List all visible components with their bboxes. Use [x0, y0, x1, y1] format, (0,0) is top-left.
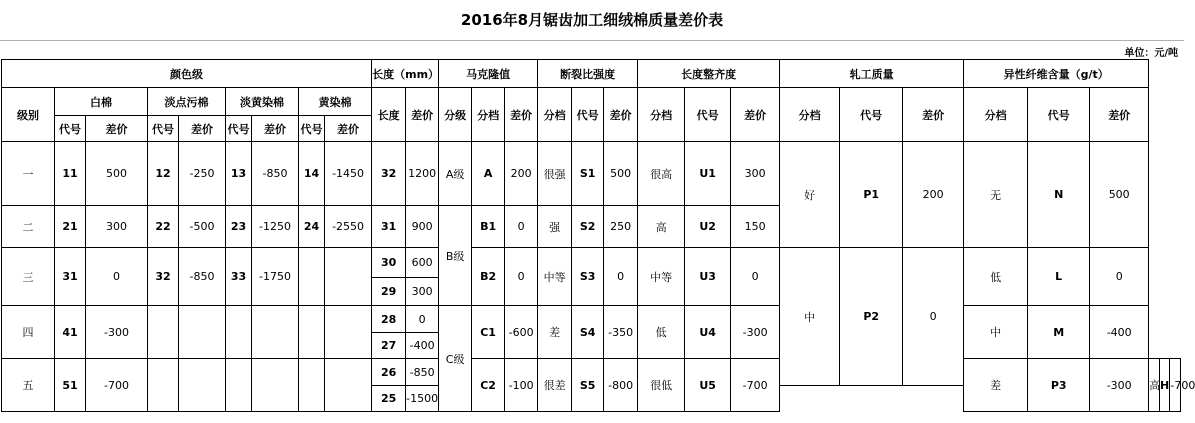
uni-diff: 150 — [731, 206, 780, 248]
uni-bracket: 很低 — [638, 359, 685, 412]
str-code: S4 — [572, 306, 604, 359]
uni-diff: -300 — [731, 306, 780, 359]
header-uni-code: 代号 — [685, 88, 731, 142]
str-bracket: 差 — [538, 306, 572, 359]
header-ff-diff: 差价 — [1090, 88, 1149, 142]
header-light-spotted: 淡点污棉 — [148, 88, 226, 116]
length-value: 28 — [372, 306, 406, 333]
str-diff: 500 — [604, 142, 638, 206]
header-uni-bracket: 分档 — [638, 88, 685, 142]
str-bracket: 很差 — [538, 359, 572, 412]
light-spotted-diff: -500 — [179, 206, 226, 248]
uni-diff: -700 — [731, 359, 780, 412]
yellow-code-empty — [299, 306, 325, 359]
grade-cell: 一 — [2, 142, 55, 206]
length-value: 27 — [372, 333, 406, 359]
ff-code: N — [1028, 142, 1090, 248]
gin-code: P3 — [1028, 359, 1090, 412]
header-mic-diff: 差价 — [505, 88, 538, 142]
mic-grade: B级 — [439, 206, 472, 306]
light-yellow-diff-empty — [252, 359, 299, 412]
length-diff: -850 — [406, 359, 439, 386]
uni-code: U5 — [685, 359, 731, 412]
length-diff: 0 — [406, 306, 439, 333]
header-white: 白棉 — [55, 88, 148, 116]
grade-cell: 二 — [2, 206, 55, 248]
length-value: 30 — [372, 248, 406, 278]
str-diff: 0 — [604, 248, 638, 306]
light-yellow-code-empty — [226, 359, 252, 412]
header-strength: 断裂比强度 — [538, 60, 638, 88]
light-spotted-diff: -850 — [179, 248, 226, 306]
header-str-code: 代号 — [572, 88, 604, 142]
length-diff: 300 — [406, 278, 439, 306]
gin-bracket: 差 — [964, 359, 1028, 412]
str-code: S1 — [572, 142, 604, 206]
str-diff: -800 — [604, 359, 638, 412]
header-gin-diff: 差价 — [903, 88, 964, 142]
white-diff: 0 — [86, 248, 148, 306]
uni-bracket: 中等 — [638, 248, 685, 306]
yellow-code-empty — [299, 248, 325, 306]
white-code: 51 — [55, 359, 86, 412]
mic-tier: B2 — [472, 248, 505, 306]
uni-code: U2 — [685, 206, 731, 248]
ff-bracket: 中 — [964, 306, 1028, 359]
divider — [0, 40, 1184, 41]
mic-diff: 0 — [505, 248, 538, 306]
str-code: S5 — [572, 359, 604, 412]
header-white-code: 代号 — [55, 116, 86, 142]
gin-bracket: 中 — [780, 248, 840, 386]
uni-code: U4 — [685, 306, 731, 359]
header-mic-bracket: 分档 — [472, 88, 505, 142]
header-uni-diff: 差价 — [731, 88, 780, 142]
str-code: S3 — [572, 248, 604, 306]
header-gin-code: 代号 — [840, 88, 903, 142]
light-spotted-code: 12 — [148, 142, 179, 206]
yellow-code-empty — [299, 359, 325, 412]
price-table — [1, 59, 1195, 412]
header-y-diff: 差价 — [325, 116, 372, 142]
header-str-bracket: 分档 — [538, 88, 572, 142]
header-length-sub: 长度 — [372, 88, 406, 142]
white-code: 21 — [55, 206, 86, 248]
white-diff: -300 — [86, 306, 148, 359]
length-value: 32 — [372, 142, 406, 206]
mic-tier: C2 — [472, 359, 505, 412]
length-value: 25 — [372, 386, 406, 412]
header-color-grade: 颜色级 — [2, 60, 372, 88]
header-mic-tier: 分级 — [439, 88, 472, 142]
mic-tier: A — [472, 142, 505, 206]
header-ginning: 轧工质量 — [780, 60, 964, 88]
length-diff: 600 — [406, 248, 439, 278]
light-yellow-code: 23 — [226, 206, 252, 248]
str-bracket: 中等 — [538, 248, 572, 306]
uni-code: U1 — [685, 142, 731, 206]
yellow-diff: -1450 — [325, 142, 372, 206]
str-code: S2 — [572, 206, 604, 248]
gin-diff: 0 — [903, 248, 964, 386]
ff-bracket: 低 — [964, 248, 1028, 306]
header-uniformity: 长度整齐度 — [638, 60, 780, 88]
header-ls-code: 代号 — [148, 116, 179, 142]
ff-diff: 500 — [1090, 142, 1149, 248]
light-spotted-diff: -250 — [179, 142, 226, 206]
light-spotted-code: 22 — [148, 206, 179, 248]
light-spotted-code-empty — [148, 306, 179, 359]
white-code: 31 — [55, 248, 86, 306]
uni-bracket: 低 — [638, 306, 685, 359]
header-length: 长度（mm） — [372, 60, 439, 88]
white-code: 41 — [55, 306, 86, 359]
header-str-diff: 差价 — [604, 88, 638, 142]
header-ls-diff: 差价 — [179, 116, 226, 142]
yellow-code: 24 — [299, 206, 325, 248]
light-yellow-code: 33 — [226, 248, 252, 306]
yellow-diff-empty — [325, 306, 372, 359]
mic-grade: C级 — [439, 306, 472, 412]
header-grade: 级别 — [2, 88, 55, 142]
white-code: 11 — [55, 142, 86, 206]
yellow-code: 14 — [299, 142, 325, 206]
gin-bracket: 好 — [780, 142, 840, 248]
str-bracket: 很强 — [538, 142, 572, 206]
light-yellow-code: 13 — [226, 142, 252, 206]
light-yellow-diff-empty — [252, 306, 299, 359]
page-title: 2016年8月锯齿加工细绒棉质量差价表 — [460, 11, 724, 29]
length-diff: -400 — [406, 333, 439, 359]
str-bracket: 强 — [538, 206, 572, 248]
uni-bracket: 很高 — [638, 142, 685, 206]
header-light-yellow: 淡黄染棉 — [226, 88, 299, 116]
white-diff: -700 — [86, 359, 148, 412]
light-spotted-diff-empty — [179, 306, 226, 359]
ff-diff: -400 — [1090, 306, 1149, 359]
mic-diff: 0 — [505, 206, 538, 248]
light-yellow-diff: -850 — [252, 142, 299, 206]
light-yellow-code-empty — [226, 306, 252, 359]
light-spotted-code-empty — [148, 359, 179, 412]
gin-diff: -300 — [1090, 359, 1149, 412]
header-y-code: 代号 — [299, 116, 325, 142]
grade-cell: 五 — [2, 359, 55, 412]
length-value: 31 — [372, 206, 406, 248]
header-yellow: 黄染棉 — [299, 88, 372, 116]
ff-code: M — [1028, 306, 1090, 359]
length-value: 29 — [372, 278, 406, 306]
header-white-diff: 差价 — [86, 116, 148, 142]
header-ff-bracket: 分档 — [964, 88, 1028, 142]
header-length-diff: 差价 — [406, 88, 439, 142]
mic-tier: B1 — [472, 206, 505, 248]
length-diff: -1500 — [406, 386, 439, 412]
header-gin-bracket: 分档 — [780, 88, 840, 142]
yellow-diff: -2550 — [325, 206, 372, 248]
mic-diff: -600 — [505, 306, 538, 359]
white-diff: 300 — [86, 206, 148, 248]
header-micronaire: 马克隆值 — [439, 60, 538, 88]
header-foreign-fiber: 异性纤维含量（g/t） — [964, 60, 1149, 88]
yellow-diff-empty — [325, 248, 372, 306]
ff-bracket: 高 — [1149, 359, 1160, 412]
light-yellow-diff: -1750 — [252, 248, 299, 306]
white-diff: 500 — [86, 142, 148, 206]
ff-diff: -700 — [1170, 359, 1181, 412]
length-diff: 1200 — [406, 142, 439, 206]
light-yellow-diff: -1250 — [252, 206, 299, 248]
header-ff-code: 代号 — [1028, 88, 1090, 142]
mic-diff: 200 — [505, 142, 538, 206]
mic-tier: C1 — [472, 306, 505, 359]
grade-cell: 三 — [2, 248, 55, 306]
uni-diff: 0 — [731, 248, 780, 306]
yellow-diff-empty — [325, 359, 372, 412]
uni-diff: 300 — [731, 142, 780, 206]
uni-code: U3 — [685, 248, 731, 306]
light-spotted-code: 32 — [148, 248, 179, 306]
header-ly-diff: 差价 — [252, 116, 299, 142]
gin-code: P1 — [840, 142, 903, 248]
light-spotted-diff-empty — [179, 359, 226, 412]
mic-grade: A级 — [439, 142, 472, 206]
uni-bracket: 高 — [638, 206, 685, 248]
header-ly-code: 代号 — [226, 116, 252, 142]
ff-code: H — [1159, 359, 1170, 412]
length-value: 26 — [372, 359, 406, 386]
grade-cell: 四 — [2, 306, 55, 359]
mic-diff: -100 — [505, 359, 538, 412]
str-diff: -350 — [604, 306, 638, 359]
length-diff: 900 — [406, 206, 439, 248]
ff-diff: 0 — [1090, 248, 1149, 306]
ff-bracket: 无 — [964, 142, 1028, 248]
gin-code: P2 — [840, 248, 903, 386]
str-diff: 250 — [604, 206, 638, 248]
gin-diff: 200 — [903, 142, 964, 248]
unit-label: 单位：元/吨 — [1124, 48, 1178, 59]
ff-code: L — [1028, 248, 1090, 306]
